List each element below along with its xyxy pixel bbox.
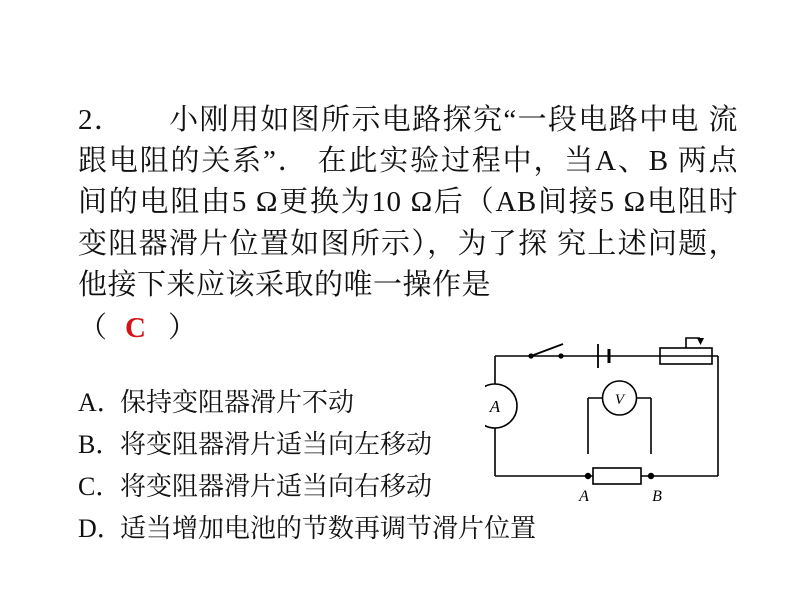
option-a-label: A．	[78, 388, 123, 417]
option-d-text: 适当增加电池的节数再调节滑片位置	[120, 514, 537, 544]
option-c-label: C．	[78, 472, 122, 502]
ammeter-label: A	[489, 397, 501, 416]
option-a-text: 保持变阻器滑片不动	[120, 388, 355, 417]
question-block	[78, 100, 738, 349]
switch-blade-icon	[531, 344, 563, 356]
answer-close-paren: ）	[167, 311, 197, 344]
stem-line-5: 究上述问题，他接下来应该采取的唯一操作是	[78, 227, 738, 301]
rheostat-slider-arrow-icon	[697, 338, 704, 345]
node-a-label: A	[579, 488, 589, 505]
resistor-body-icon	[593, 468, 641, 484]
node-b-dot-icon	[648, 473, 654, 479]
stem-line-3: 两点间的电阻由5 Ω更换为10 Ω后（AB间接5	[78, 145, 738, 219]
question-number: 2．	[78, 104, 125, 136]
circuit-diagram	[485, 336, 755, 506]
option-d	[78, 508, 718, 550]
question-stem	[78, 100, 738, 306]
option-c-text: 将变阻器滑片适当向右移动	[120, 472, 433, 502]
option-b-label: B．	[78, 430, 122, 460]
option-b-text: 将变阻器滑片适当向左移动	[120, 430, 433, 460]
answer-letter: C	[125, 311, 146, 344]
node-a-dot-icon	[585, 473, 591, 479]
node-b-label: B	[652, 488, 662, 505]
stem-line-4: Ω电阻时变阻器滑片位置如图所示），为了探	[78, 186, 739, 260]
answer-open-paren: （	[78, 311, 108, 344]
switch-contact-icon	[558, 353, 563, 358]
option-d-label: D．	[78, 514, 123, 544]
stem-line-2: 流跟电阻的关系”． 在此实验过程中，当A、B	[78, 104, 739, 178]
stem-line-1: 小刚用如图所示电路探究“一段电路中电	[168, 104, 700, 136]
circuit-svg	[485, 336, 755, 506]
voltmeter-label: V	[614, 392, 625, 408]
